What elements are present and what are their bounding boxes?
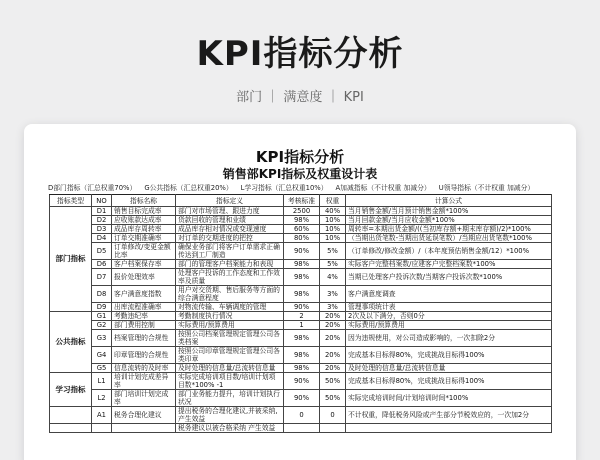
kpi-formula: 管理事项统计表: [346, 303, 552, 312]
document-subtitle: 销售部KPI指标及权重设计表: [222, 167, 378, 181]
kpi-definition: 对物流传输、车辆调度的管理: [176, 303, 284, 312]
kpi-standard: 2500: [284, 207, 320, 216]
kpi-no: G5: [92, 364, 112, 373]
kpi-definition: 部门对市场管理、跟进力度: [176, 207, 284, 216]
kpi-no: D2: [92, 216, 112, 225]
kpi-name: 印章管理的合规性: [112, 347, 176, 364]
kpi-weight: 0: [320, 407, 346, 424]
kpi-definition: 及时处理的信息量/总流转信息量: [176, 364, 284, 373]
kpi-definition: 实际费用/预算费用: [176, 321, 284, 330]
table-row: [50, 330, 552, 347]
column-header: NO: [92, 195, 112, 207]
kpi-standard: 90%: [284, 303, 320, 312]
kpi-formula: 实际客户完整档案数/应建客户完整档案数*100%: [346, 260, 552, 269]
kpi-name: 考勤违纪率: [112, 312, 176, 321]
kpi-name: 报价处理效率: [112, 269, 176, 286]
kpi-no: D3: [92, 225, 112, 234]
kpi-definition: 部门的管理客户档案能力和表现: [176, 260, 284, 269]
kpi-name: 成品库存周转率: [112, 225, 176, 234]
kpi-name: 出库流程准确率: [112, 303, 176, 312]
table-row: [50, 286, 552, 303]
kpi-formula: 客户满意度调查: [346, 286, 552, 303]
legend-item: D部门指标（汇总权重70%）: [48, 184, 137, 192]
table-row: [50, 424, 552, 433]
legend-item: A加减指标（不计权重 加减分）: [335, 184, 431, 192]
kpi-standard: 90%: [284, 373, 320, 390]
kpi-formula: 当月回款金额/当月应收金额*100%: [346, 216, 552, 225]
kpi-no: G4: [92, 347, 112, 364]
empty-cell: [320, 424, 346, 433]
column-header: 考核标准: [284, 195, 320, 207]
kpi-name: 订单交期准确率: [112, 234, 176, 243]
kpi-weight: 5%: [320, 260, 346, 269]
kpi-no: L1: [92, 373, 112, 390]
table-row: [50, 269, 552, 286]
legend-item: U领导指标（不计权重 加减分）: [438, 184, 535, 192]
kpi-standard: 80%: [284, 234, 320, 243]
kpi-name: 部门费用控制: [112, 321, 176, 330]
table-body: [50, 207, 552, 433]
weight-legend: [48, 182, 542, 192]
kpi-name: 订单修改/变更金额比率: [112, 243, 176, 260]
kpi-formula: 完成基本目标得80%，完成挑战目标得100%: [346, 347, 552, 364]
kpi-formula: 不计权重，降低税务风险或产生部分节税效应的，一次加2分: [346, 407, 552, 424]
kpi-no: D5: [92, 243, 112, 260]
kpi-formula: 及时处理的信息量/总流转信息量: [346, 364, 552, 373]
kpi-definition: 成品库存相对情况或变现速度: [176, 225, 284, 234]
kpi-standard: 60%: [284, 225, 320, 234]
kpi-no: G3: [92, 330, 112, 347]
column-header: 权重: [320, 195, 346, 207]
kpi-standard: 98%: [284, 364, 320, 373]
kpi-name: 档案管理的合规性: [112, 330, 176, 347]
table-row: [50, 260, 552, 269]
kpi-no: G1: [92, 312, 112, 321]
kpi-no: D1: [92, 207, 112, 216]
table-row: [50, 243, 552, 260]
kpi-definition: 税务建议以被合格采纳 产生效益: [176, 424, 284, 433]
kpi-definition: 部门业务能力提升，培训计划执行状况: [176, 390, 284, 407]
table-row: [50, 364, 552, 373]
kpi-weight: 4%: [320, 269, 346, 286]
table-row: [50, 407, 552, 424]
kpi-standard: 90%: [284, 390, 320, 407]
kpi-standard: 98%: [284, 269, 320, 286]
table-row: [50, 303, 552, 312]
kpi-no: A1: [92, 407, 112, 424]
kpi-weight: 20%: [320, 347, 346, 364]
kpi-weight: 40%: [320, 207, 346, 216]
column-header: 指标名称: [112, 195, 176, 207]
kpi-formula: 实际完成培训时间/计划培训时间*100%: [346, 390, 552, 407]
table-row: [50, 373, 552, 390]
kpi-standard: 98%: [284, 347, 320, 364]
kpi-formula: 2次及以下满分，否则0分: [346, 312, 552, 321]
kpi-no: G2: [92, 321, 112, 330]
kpi-no: D8: [92, 286, 112, 303]
kpi-category: 公共指标: [50, 312, 92, 373]
kpi-definition: 对订单的交期进度的把控: [176, 234, 284, 243]
kpi-weight: 50%: [320, 373, 346, 390]
kpi-definition: 货款回收的管理和业绩: [176, 216, 284, 225]
document-title: KPI指标分析: [255, 148, 345, 166]
kpi-standard: 2: [284, 312, 320, 321]
table-row: [50, 312, 552, 321]
kpi-formula: 周转率=本期出货金额/((当初库存额+期末库存额)/2)*100%: [346, 225, 552, 234]
table-row: [50, 347, 552, 364]
kpi-name: 部门培训计划完成率: [112, 390, 176, 407]
kpi-formula: （当期出货笔数-当期出货延误笔数）/当期应出货笔数*100%: [346, 234, 552, 243]
kpi-standard: 90%: [284, 243, 320, 260]
kpi-weight: 5%: [320, 243, 346, 260]
kpi-category: 部门指标: [50, 207, 92, 312]
empty-cell: [284, 424, 320, 433]
table-row: [50, 390, 552, 407]
table-header-row: [50, 195, 552, 207]
kpi-definition: 确保业务部门将客户订单需求正确传达到工厂制造: [176, 243, 284, 260]
column-header: 指标类型: [50, 195, 92, 207]
kpi-definition: 提出税务的合理化建议,并被采纳,产生效益: [176, 407, 284, 424]
empty-cell: [346, 424, 552, 433]
kpi-formula: （订单修改/修改金额）/（本年度预估销售金额/12）*100%: [346, 243, 552, 260]
kpi-formula: 实际费用/预算费用: [346, 321, 552, 330]
kpi-standard: 1: [284, 321, 320, 330]
kpi-weight: 10%: [320, 234, 346, 243]
kpi-definition: 处理客户投诉的工作态度和工作效率及质量: [176, 269, 284, 286]
column-header: 指标定义: [176, 195, 284, 207]
kpi-table: [49, 194, 552, 433]
legend-item: G公共指标（汇总权重20%）: [144, 184, 233, 192]
kpi-no: D4: [92, 234, 112, 243]
kpi-definition: 用户对交货期、售后服务等方面的综合满意程度: [176, 286, 284, 303]
kpi-weight: 20%: [320, 364, 346, 373]
kpi-name: 税务合理化建议: [112, 407, 176, 424]
kpi-name: 客户满意度指数: [112, 286, 176, 303]
kpi-formula: 当期已处理客户投诉次数/当期客户投诉次数*100%: [346, 269, 552, 286]
empty-cell: [50, 424, 92, 433]
kpi-weight: 20%: [320, 330, 346, 347]
kpi-definition: 按照公司印章管理规定管理公司各类印章: [176, 347, 284, 364]
kpi-weight: 10%: [320, 225, 346, 234]
kpi-formula: 因为违规使用，对公司造成影响的，一次扣除2分: [346, 330, 552, 347]
table-row: [50, 234, 552, 243]
kpi-formula: 当月销售金额/当月预计销售金额*100%: [346, 207, 552, 216]
kpi-no: D9: [92, 303, 112, 312]
kpi-category: 学习指标: [50, 373, 92, 407]
kpi-no: D6: [92, 260, 112, 269]
column-header: 计算公式: [346, 195, 552, 207]
empty-cell: [112, 424, 176, 433]
kpi-weight: 10%: [320, 216, 346, 225]
kpi-weight: 3%: [320, 286, 346, 303]
hero-subtitle: 部门 ｜ 满意度 ｜ KPI: [236, 90, 364, 105]
empty-cell: [92, 424, 112, 433]
kpi-name: 信息流转的及时率: [112, 364, 176, 373]
kpi-formula: 完成基本目标得80%，完成挑战目标得100%: [346, 373, 552, 390]
kpi-standard: 0: [284, 407, 320, 424]
kpi-standard: 98%: [284, 260, 320, 269]
legend-item: L学习指标（汇总权重10%）: [240, 184, 328, 192]
kpi-standard: 98%: [284, 216, 320, 225]
kpi-weight: 20%: [320, 321, 346, 330]
kpi-name: 培训计划完成差异率: [112, 373, 176, 390]
kpi-category: [50, 407, 92, 424]
kpi-standard: 98%: [284, 286, 320, 303]
kpi-definition: 考勤制度执行情况: [176, 312, 284, 321]
kpi-name: 销售目标完成率: [112, 207, 176, 216]
kpi-weight: 3%: [320, 303, 346, 312]
table-row: [50, 225, 552, 234]
kpi-definition: 按照公司档案管理规定管理公司各类档案: [176, 330, 284, 347]
kpi-name: 客户档案保存率: [112, 260, 176, 269]
kpi-definition: 实际完成培训项目数/培训计划项目数*100% -1: [176, 373, 284, 390]
table-row: [50, 207, 552, 216]
hero-title: KPI指标分析: [196, 34, 404, 74]
kpi-no: D7: [92, 269, 112, 286]
document-card: [24, 124, 576, 460]
kpi-no: L2: [92, 390, 112, 407]
table-row: [50, 321, 552, 330]
kpi-weight: 50%: [320, 390, 346, 407]
kpi-weight: 20%: [320, 312, 346, 321]
table-row: [50, 216, 552, 225]
kpi-name: 应收账款达成率: [112, 216, 176, 225]
kpi-standard: 98%: [284, 330, 320, 347]
